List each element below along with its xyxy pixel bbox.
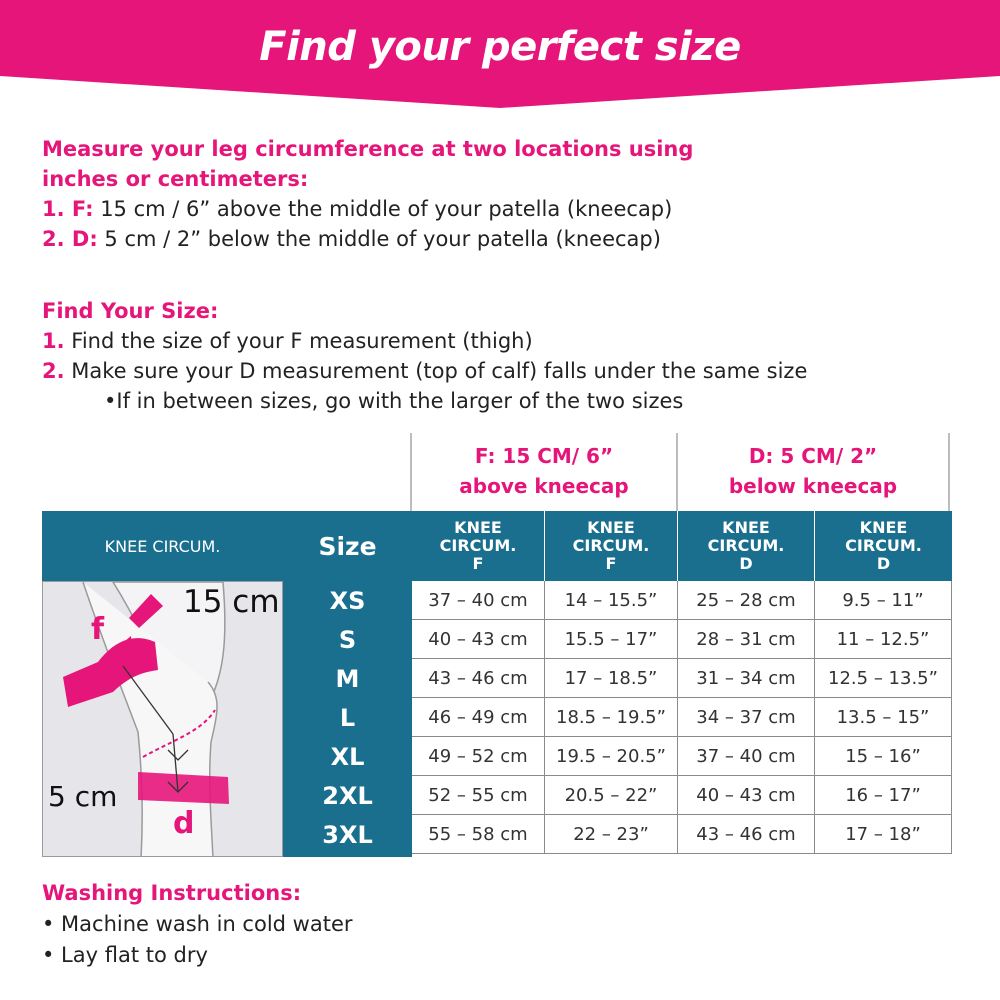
measure-heading-1: Measure your leg circumference at two locations using [42, 137, 694, 161]
size-label: 2XL [322, 781, 373, 810]
table-cell: 37 – 40 cm [678, 737, 815, 776]
table-cell: 49 – 52 cm [412, 737, 545, 776]
group-header-d-line2: below kneecap [728, 474, 898, 498]
find-size-section [42, 296, 807, 416]
washing-item-2: • Lay flat to dry [42, 943, 208, 967]
table-cell: 43 – 46 cm [412, 659, 545, 698]
find-size-item-2 [42, 356, 807, 386]
find-size-item-1 [42, 326, 807, 356]
col-header-text: CIRCUM. [845, 536, 922, 555]
col-header-d-in [815, 511, 952, 581]
size-label: 3XL [322, 820, 373, 849]
table-cell: 40 – 43 cm [412, 620, 545, 659]
measure-item-d-num: 2. D: [42, 227, 98, 251]
size-label: L [339, 703, 356, 732]
washing-item-1: • Machine wash in cold water [42, 912, 353, 936]
table-cell: 40 – 43 cm [678, 776, 815, 815]
find-size-heading: Find Your Size: [42, 299, 219, 323]
washing-heading: Washing Instructions: [42, 881, 302, 905]
group-header-f-line2: above kneecap [459, 474, 629, 498]
label-f: f [91, 612, 105, 647]
col-header-text: D [876, 554, 891, 573]
table-cell: 15.5 – 17” [545, 620, 678, 659]
table-cell: 25 – 28 cm [678, 581, 815, 620]
table-cell: 18.5 – 19.5” [545, 698, 678, 737]
size-chart [42, 433, 952, 857]
col-header-f-in [545, 511, 678, 581]
col-header-text: D [739, 554, 753, 573]
find-size-item-2-num: 2. [42, 359, 65, 383]
measure-item-d-text: 5 cm / 2” below the middle of your patella (kneecap) [104, 227, 661, 251]
size-label: XL [330, 742, 365, 771]
group-header-d-line1: D: 5 CM/ 2” [748, 444, 878, 468]
label-d: d [173, 806, 195, 841]
find-size-item-1-text: Find the size of your F measurement (thigh) [71, 329, 533, 353]
table-cell: 46 – 49 cm [412, 698, 545, 737]
label-5cm: 5 cm [48, 780, 118, 813]
size-label: M [335, 664, 360, 693]
table-cell: 9.5 – 11” [815, 581, 952, 620]
divider-line [948, 433, 950, 511]
col-header-text: KNEE [722, 518, 770, 537]
size-label: S [338, 625, 357, 654]
find-size-note: •If in between sizes, go with the larger of the two sizes [104, 389, 684, 413]
col-header-text: KNEE [587, 518, 635, 537]
page-title: Find your perfect size [259, 24, 741, 70]
label-15cm: 15 cm [183, 584, 280, 620]
table-cell: 19.5 – 20.5” [545, 737, 678, 776]
col-header-f-cm [412, 511, 545, 581]
measure-item-f-text: 15 cm / 6” above the middle of your patella (kneecap) [100, 197, 673, 221]
knee-circum-header: KNEE CIRCUM. [42, 511, 283, 581]
group-header-d [678, 441, 948, 501]
table-cell: 34 – 37 cm [678, 698, 815, 737]
measure-item-d [42, 224, 693, 254]
col-header-text: CIRCUM. [439, 536, 517, 555]
table-cell: 43 – 46 cm [678, 815, 815, 854]
table-cell: 28 – 31 cm [678, 620, 815, 659]
col-header-text: CIRCUM. [707, 536, 785, 555]
table-cell: 55 – 58 cm [412, 815, 545, 854]
table-cell: 31 – 34 cm [678, 659, 815, 698]
size-column [283, 511, 412, 857]
table-cell: 37 – 40 cm [412, 581, 545, 620]
washing-section [42, 878, 353, 971]
table-cell: 12.5 – 13.5” [815, 659, 952, 698]
col-header-text: F [472, 554, 484, 573]
knee-illustration [42, 581, 283, 857]
find-size-item-2-text: Make sure your D measurement (top of calf) falls under the same size [71, 359, 808, 383]
size-label: XS [329, 586, 366, 615]
measure-item-f-num: 1. F: [42, 197, 94, 221]
measure-heading-2: inches or centimeters: [42, 167, 309, 191]
knee-diagram [43, 582, 283, 857]
measure-item-f [42, 194, 693, 224]
table-cell: 22 – 23” [545, 815, 678, 854]
table-cell: 13.5 – 15” [815, 698, 952, 737]
size-header: Size [318, 531, 377, 561]
size-grid [412, 581, 952, 857]
table-cell: 16 – 17” [815, 776, 952, 815]
col-header-text: KNEE [454, 518, 502, 537]
table-cell: 52 – 55 cm [412, 776, 545, 815]
col-header-d-cm [678, 511, 815, 581]
measure-section [42, 134, 693, 254]
table-cell: 17 – 18” [815, 815, 952, 854]
table-cell: 14 – 15.5” [545, 581, 678, 620]
find-size-item-1-num: 1. [42, 329, 65, 353]
col-header-text: KNEE [859, 518, 908, 537]
table-cell: 11 – 12.5” [815, 620, 952, 659]
col-header-text: CIRCUM. [572, 536, 650, 555]
table-cell: 15 – 16” [815, 737, 952, 776]
table-cell: 17 – 18.5” [545, 659, 678, 698]
header-banner [0, 0, 1000, 112]
group-header-f [412, 441, 676, 501]
table-cell: 20.5 – 22” [545, 776, 678, 815]
col-header-text: F [605, 554, 617, 573]
group-header-f-line1: F: 15 CM/ 6” [474, 444, 614, 468]
